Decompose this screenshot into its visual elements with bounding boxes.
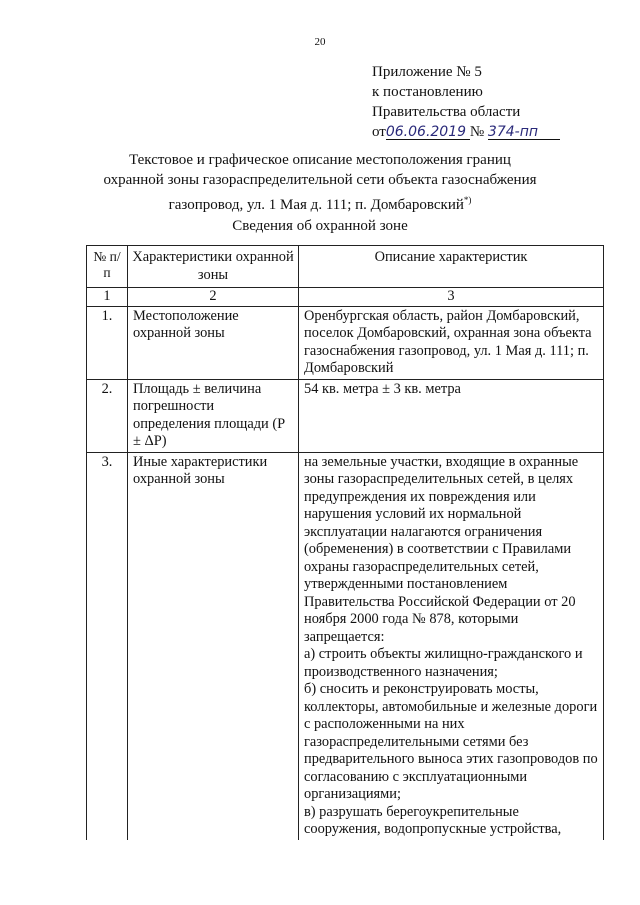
handwritten-date: 06.06.2019 xyxy=(386,125,470,140)
appendix-line-1: Приложение № 5 xyxy=(372,64,482,80)
description-paragraph: 54 кв. метра ± 3 кв. метра xyxy=(304,380,461,397)
title-line-1: Текстовое и графическое описание местоположения границ xyxy=(129,152,511,168)
description-paragraph: Оренбургская область, район Домбаровский, поселок Домбаровский, охранная зона объекта газоснабжения газопровод, ул. 1 Мая д. 111; п. Домбаровский xyxy=(304,307,592,376)
title-line-3-wrap xyxy=(0,190,640,215)
description-paragraph: на земельные участки, входящие в охранные зоны газораспределительных сетей, в целях предупреждения их повреждения или нарушения условий их нормальной эксплуатации налагаются ограничения (обременения) в соответствии с Правилами охраны газораспределительных сетей, утвержденными постановлением Правительства Российской Федерации от 20 ноября 2000 года № 878, которыми запрещается: xyxy=(304,453,579,645)
appendix-line-2: к постановлению xyxy=(372,84,483,100)
page-number: 20 xyxy=(314,36,326,48)
header-description: Описание характеристик xyxy=(299,246,604,288)
row-name: Иные характеристики охранной зоны xyxy=(128,452,299,840)
table-header-row xyxy=(87,246,604,288)
footnote-mark: *) xyxy=(463,195,472,205)
row-num: 3. xyxy=(87,452,128,840)
appendix-date-line xyxy=(372,122,560,142)
table-index-row xyxy=(87,288,604,307)
document-title xyxy=(0,150,640,215)
row-name: Местоположение охранной зоны xyxy=(128,306,299,379)
row-name: Площадь ± величина погрешности определения площади (P ± ΔP) xyxy=(128,379,299,452)
description-paragraph: в) разрушать берегоукрепительные сооружения, водопропускные устройства, xyxy=(304,803,562,837)
table-row xyxy=(87,306,604,379)
row-description xyxy=(299,379,604,452)
handwritten-number: 374-пп xyxy=(488,125,560,140)
description-paragraph: а) строить объекты жилищно-гражданского и производственного назначения; xyxy=(304,646,583,680)
row-description xyxy=(299,452,604,840)
title-line-2: охранной зоны газораспределительной сети объекта газоснабжения xyxy=(103,172,537,188)
table-row xyxy=(87,452,604,840)
description-paragraph: б) сносить и реконструировать мосты, коллекторы, автомобильные и железные дороги с расположенными на них газораспределительными сетями без предварительного выноса этих газопроводов по согласованию с эксплуатационными организациями; xyxy=(304,681,598,802)
header-num: № п/п xyxy=(87,246,128,288)
index-cell: 2 xyxy=(128,288,299,307)
title-line-3: газопровод, ул. 1 Мая д. 111; п. Домбаровский xyxy=(168,197,464,213)
header-characteristics: Характеристики охранной зоны xyxy=(128,246,299,288)
row-num: 1. xyxy=(87,306,128,379)
table-row xyxy=(87,379,604,452)
index-cell: 1 xyxy=(87,288,128,307)
appendix-line-3: Правительства области xyxy=(372,104,521,120)
date-prefix: от xyxy=(372,124,386,140)
index-cell: 3 xyxy=(299,288,604,307)
row-num: 2. xyxy=(87,379,128,452)
appendix-block xyxy=(372,62,560,142)
number-prefix: № xyxy=(469,124,485,140)
section-subtitle: Сведения об охранной зоне xyxy=(232,218,408,234)
row-description xyxy=(299,306,604,379)
protection-zone-table xyxy=(86,245,604,840)
